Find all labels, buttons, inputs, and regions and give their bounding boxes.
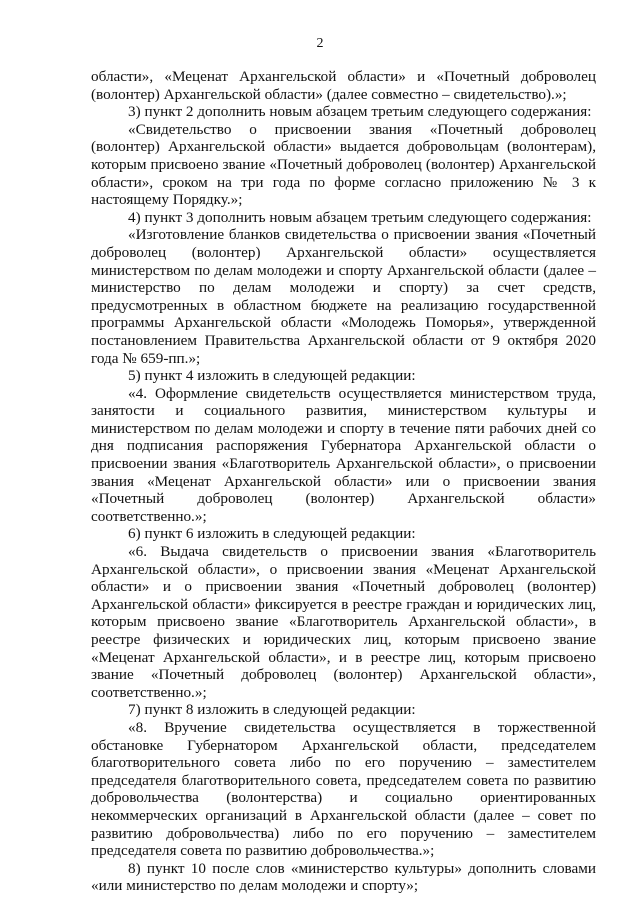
- paragraph-quote-6: «6. Выдача свидетельств о присвоении звания «Благотворитель Архангельской области», о присвоении звания «Меценат Архангельской области» и о присвоении звания «Почетный доброволец (волонтер) Архангельской области» фиксируется в реестре граждан и юридических лиц, которым присвоено звание «Благотворитель Архангельской области», в реестре физических и юридических лиц, которым присвоено звание «Меценат Архангельской области», и в реестре лиц, которым присвоено звание «Почетный доброволец (волонтер) Архангельской области», соответственно.»;: [91, 543, 596, 701]
- paragraph-item-5: 5) пункт 4 изложить в следующей редакции:: [128, 367, 416, 385]
- paragraph-item-3: 3) пункт 2 дополнить новым абзацем третьим следующего содержания:: [128, 103, 592, 121]
- paragraph-item-8: 8) пункт 10 после слов «министерство культуры» дополнить словами «или министерство по делам молодежи и спорту»;: [91, 859, 596, 895]
- paragraph-quote-5: «4. Оформление свидетельств осуществляется министерством труда, занятости и социального развития, министерством культуры и министерством по делам молодежи и спорту в течение пяти рабочих дней со дня подписания распоряжения Губернатора Архангельской области о присвоении звания «Благотворитель Архангельской области», о присвоении звания «Меценат Архангельской области» или о присвоении звания «Почетный доброволец (волонтер) Архангельской области» соответственно.»;: [91, 384, 596, 525]
- paragraph-quote-3: «Свидетельство о присвоении звания «Почетный доброволец (волонтер) Архангельской области» выдается добровольцам (волонтерам), которым присвоено звание «Почетный доброволец (волонтер) Архангельской области», сроком на три года по форме согласно приложению № 3 к настоящему Порядку.»;: [91, 120, 596, 209]
- paragraph-continuation: области», «Меценат Архангельской области» и «Почетный доброволец (волонтер) Архангельской области» (далее совместно – свидетельство).»;: [91, 68, 596, 103]
- paragraph-quote-7: «8. Вручение свидетельства осуществляется в торжественной обстановке Губернатором Архангельской области, председателем благотворительного совета либо по его поручению – заместителем председателя благотворительного совета, председателем совета по развитию добровольчества (волонтерства) и социально ориентированных некоммерческих организаций в Архангельской области (далее – совет по развитию добровольчества) либо по его поручению – заместителем председателя совета по развитию добровольчества.»;: [91, 718, 596, 860]
- document-body: [91, 68, 596, 895]
- paragraph-item-7: 7) пункт 8 изложить в следующей редакции:: [128, 701, 416, 719]
- page-number: 2: [316, 36, 324, 51]
- paragraph-item-4: 4) пункт 3 дополнить новым абзацем третьим следующего содержания:: [128, 208, 592, 226]
- paragraph-item-6: 6) пункт 6 изложить в следующей редакции:: [128, 525, 416, 543]
- paragraph-quote-4: «Изготовление бланков свидетельства о присвоении звания «Почетный доброволец (волонтер) Архангельской области» осуществляется министерством по делам молодежи и спорту Архангельской области (далее – министерство по делам молодежи и спорту) за счет средств, предусмотренных в областном бюджете на реализацию государственной программы Архангельской области «Молодежь Поморья», утвержденной постановлением Правительства Архангельской области от 9 октября 2020 года № 659-пп.»;: [91, 226, 596, 367]
